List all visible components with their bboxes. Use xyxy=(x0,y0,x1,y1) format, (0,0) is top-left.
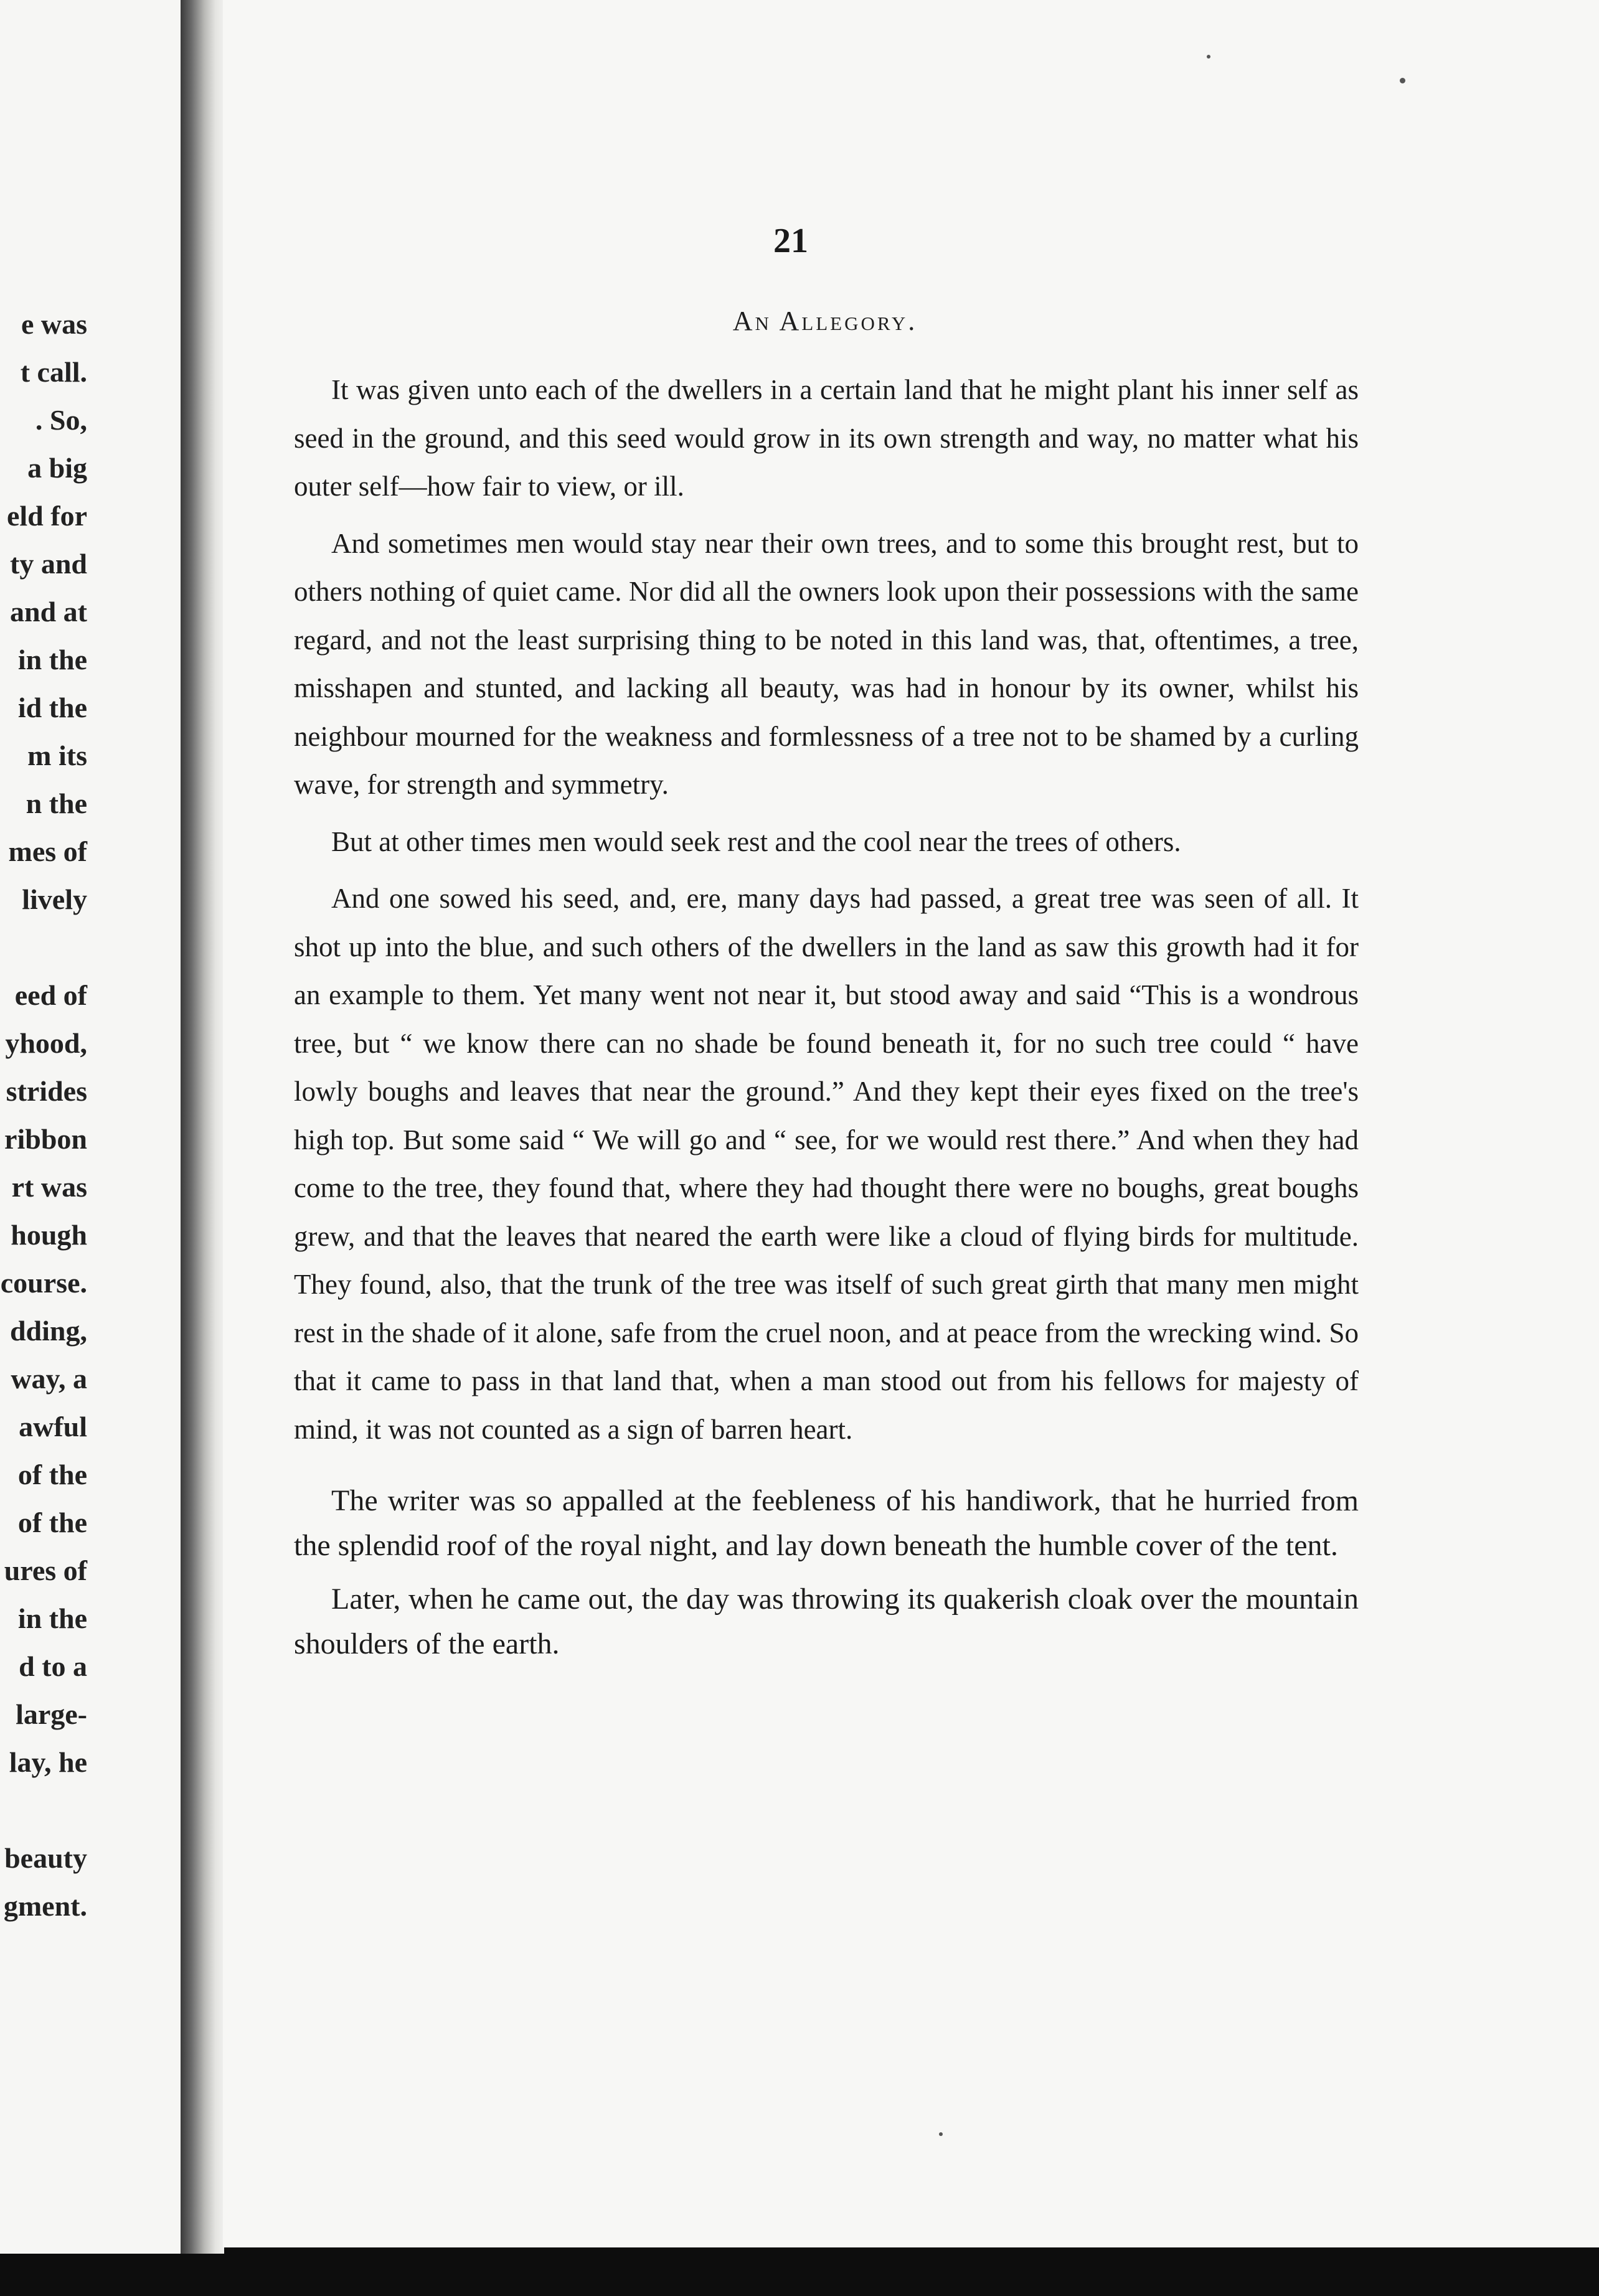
left-page-text-fragments xyxy=(0,300,87,1930)
left-line: rt was xyxy=(11,1171,87,1203)
left-line: ribbon xyxy=(4,1123,87,1155)
left-line: ures of xyxy=(4,1555,87,1586)
left-line: strides xyxy=(6,1075,87,1107)
left-line: beauty xyxy=(4,1842,87,1874)
left-line: eed of xyxy=(14,979,87,1011)
closing-paragraph: Later, when he came out, the day was throwing its quakerish cloak over the mountain shoulders of the earth. xyxy=(294,1583,1359,1660)
paragraph: But at other times men would seek rest and the cool near the trees of others. xyxy=(331,826,1181,857)
left-line: a big xyxy=(27,452,87,484)
left-line: t call. xyxy=(20,356,87,388)
print-speck xyxy=(1207,55,1210,59)
left-line: and at xyxy=(10,596,87,628)
left-line: . So, xyxy=(35,404,87,436)
print-speck xyxy=(939,2132,943,2136)
left-line: way, a xyxy=(11,1363,87,1395)
left-line: mes of xyxy=(8,835,87,867)
left-line-gap xyxy=(0,923,87,971)
left-line: n the xyxy=(26,788,87,819)
left-page xyxy=(0,0,187,2254)
page-number: 21 xyxy=(773,222,808,260)
left-line: of the xyxy=(17,1507,87,1538)
left-line: m its xyxy=(27,740,87,771)
left-line: of the xyxy=(17,1459,87,1490)
paragraph: It was given unto each of the dwellers in a certain land that he might plant his inner self as seed in the ground, and this seed would grow in its own strength and way, no matter what his outer self—how fair to view, or ill. xyxy=(294,374,1359,502)
left-line: large- xyxy=(16,1698,87,1730)
body-text xyxy=(294,366,1359,1667)
left-line: dding, xyxy=(9,1315,87,1347)
closing-paragraph: The writer was so appalled at the feebleness of his handiwork, that he hurried from the splendid roof of the royal night, and lay down beneath the humble cover of the tent. xyxy=(294,1484,1359,1562)
paragraph: And sometimes men would stay near their own trees, and to some this brought rest, but to others nothing of quiet came. Nor did all the owners look upon their possessions with the same regard, and not the least surprising thing to be noted in this land was, that, oftentimes, a tree, misshapen and stunted, and lacking all beauty, was had in honour by its owner, whilst his neighbour mourned for the weakness and formlessness of a tree not to be shamed by a curling wave, for strength and symmetry. xyxy=(294,527,1359,800)
left-line: lively xyxy=(22,883,87,915)
left-line: awful xyxy=(19,1411,87,1442)
left-line: id the xyxy=(17,692,87,723)
print-speck xyxy=(1400,78,1405,83)
left-line: in the xyxy=(17,1602,87,1634)
paragraph: And one sowed his seed, and, ere, many days had passed, a great tree was seen of all. It shot up into the blue, and such others of the dwellers in the land as saw this growth had it for an example to them. Yet many went not near it, but stood away and said “This is a wondrous tree, but “ we know there can no shade be found beneath it, for no such tree could “ have lowly boughs and leaves that near the ground.” And they kept their eyes fixed on the tree's high top. But some said “ We will go and “ see, for we would rest there.” And when they had come to the tree, they found that, where they had thought there were no boughs, great boughs grew, and that the leaves that neared the earth were like a cloud of flying birds for multitude. They found, also, that the trunk of the tree was itself of such great girth that many men might rest in the shade of it alone, safe from the cruel noon, and at peace from the wrecking wind. So that it came to pass in that land that, when a man stood out from his fellows for majesty of mind, it was not counted as a sign of barren heart. xyxy=(294,883,1359,1445)
left-line-gap xyxy=(0,1786,87,1834)
left-line: yhood, xyxy=(5,1027,87,1059)
book-gutter-shadow xyxy=(181,0,224,2254)
left-line: course. xyxy=(0,1267,87,1299)
left-line: in the xyxy=(17,644,87,675)
left-line: lay, he xyxy=(9,1746,87,1778)
left-line: hough xyxy=(11,1219,87,1251)
left-line: d to a xyxy=(19,1650,87,1682)
left-line: eld for xyxy=(6,500,87,532)
left-line: e was xyxy=(21,308,87,340)
left-line: gment. xyxy=(3,1890,87,1922)
chapter-title: An Allegory. xyxy=(732,306,918,336)
left-line: ty and xyxy=(10,548,87,580)
